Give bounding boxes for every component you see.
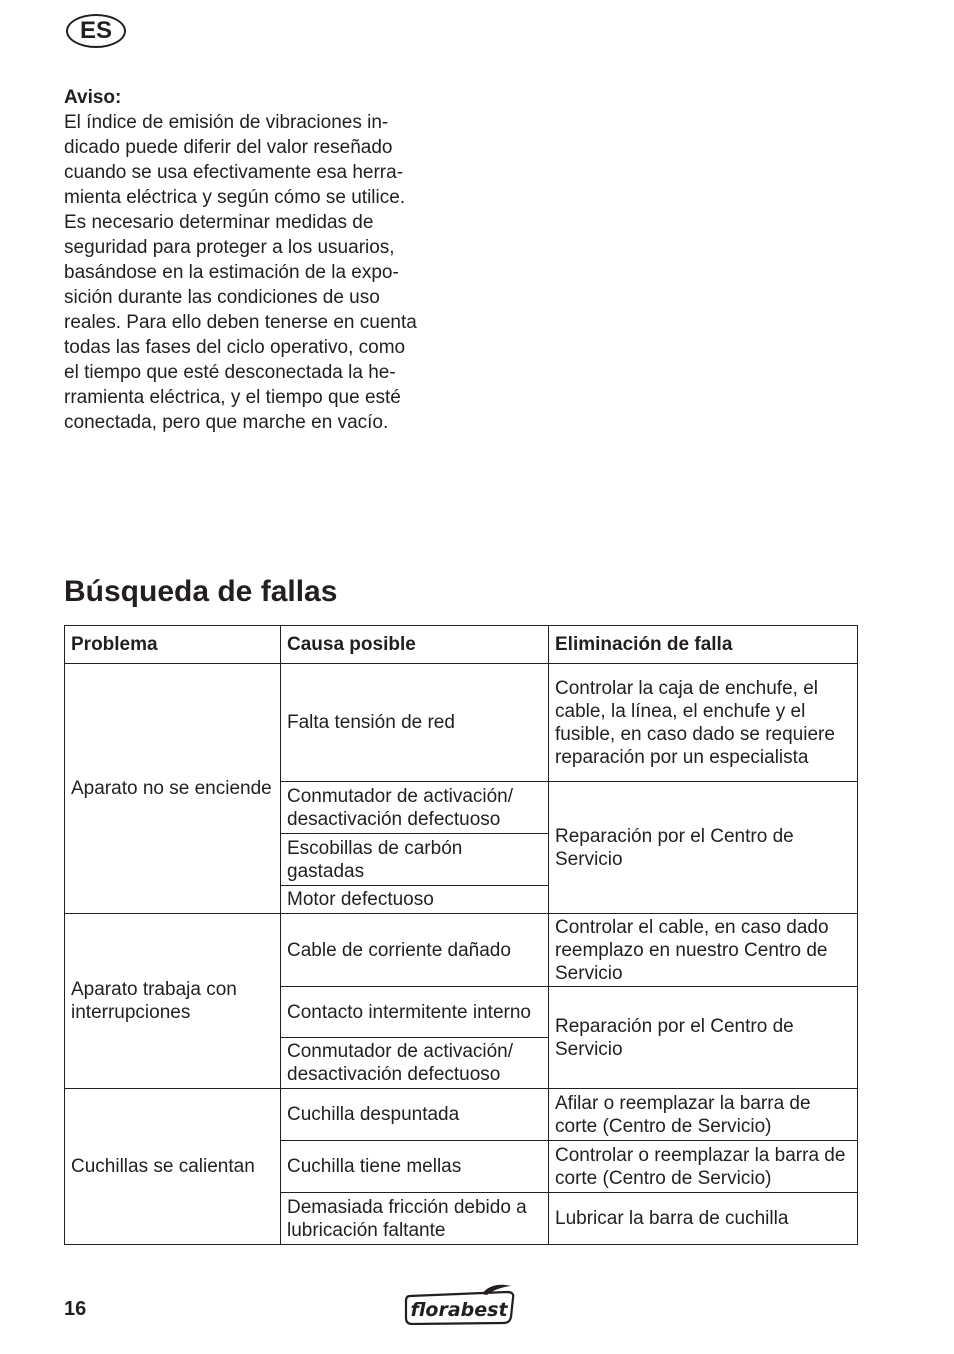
solution-cell: Reparación por el Centro de Servicio — [549, 782, 858, 914]
cause-cell: Falta tensión de red — [281, 664, 549, 782]
notice-line: sición durante las condiciones de uso — [64, 287, 380, 308]
table-row — [65, 664, 858, 782]
cause-cell: Cuchilla despuntada — [281, 1089, 549, 1141]
notice-line: reales. Para ello deben tenerse en cuenta — [64, 312, 417, 333]
notice-block — [64, 85, 464, 435]
notice-line: El índice de emisión de vibraciones in- — [64, 112, 389, 133]
notice-line: dicado puede diferir del valor reseñado — [64, 137, 393, 158]
problem-cell: Aparato trabaja con interrupciones — [65, 914, 281, 1089]
table-header-row — [65, 626, 858, 664]
cause-cell: Cuchilla tiene mellas — [281, 1141, 549, 1193]
notice-line: todas las fases del ciclo operativo, como — [64, 337, 406, 358]
troubleshooting-table — [64, 625, 858, 1245]
cause-cell: Conmutador de activación/ desactivación defectuoso — [281, 1038, 549, 1089]
table-row — [65, 914, 858, 987]
florabest-logo — [404, 1283, 516, 1325]
table-row — [65, 1089, 858, 1141]
solution-cell: Controlar la caja de enchufe, el cable, la línea, el enchufe y el fusible, en caso dado se requiere reparación por un especialista — [549, 664, 858, 782]
notice-line: Es necesario determinar medidas de — [64, 212, 374, 233]
solution-cell: Controlar o reemplazar la barra de corte (Centro de Servicio) — [549, 1141, 858, 1193]
cause-cell: Conmutador de activación/ desactivación defectuoso — [281, 782, 549, 834]
notice-line: cuando se usa efectivamente esa herra- — [64, 162, 404, 183]
solution-cell: Reparación por el Centro de Servicio — [549, 987, 858, 1089]
notice-line: seguridad para proteger a los usuarios, — [64, 237, 395, 258]
cause-cell: Escobillas de carbón gastadas — [281, 834, 549, 886]
header-solution: Eliminación de falla — [549, 626, 858, 664]
section-title: Búsqueda de fallas — [64, 575, 338, 608]
problem-cell: Cuchillas se calientan — [65, 1089, 281, 1245]
notice-line: rramienta eléctrica, y el tiempo que esté — [64, 387, 401, 408]
logo-wordmark: florabest — [410, 1299, 508, 1321]
notice-line: mienta eléctrica y según cómo se utilice. — [64, 187, 406, 208]
header-problem: Problema — [65, 626, 281, 664]
notice-line: el tiempo que esté desconectada la he- — [64, 362, 396, 383]
cause-cell: Motor defectuoso — [281, 886, 549, 914]
solution-cell: Lubricar la barra de cuchilla — [549, 1193, 858, 1245]
problem-cell: Aparato no se enciende — [65, 664, 281, 914]
cause-cell: Contacto intermitente interno — [281, 987, 549, 1038]
language-badge: ES — [66, 14, 126, 48]
notice-line: conectada, pero que marche en vacío. — [64, 412, 389, 433]
header-cause: Causa posible — [281, 626, 549, 664]
solution-cell: Afilar o reemplazar la barra de corte (Centro de Servicio) — [549, 1089, 858, 1141]
cause-cell: Cable de corriente dañado — [281, 914, 549, 987]
solution-cell: Controlar el cable, en caso dado reemplazo en nuestro Centro de Servicio — [549, 914, 858, 987]
notice-line: basándose en la estimación de la expo- — [64, 262, 399, 283]
cause-cell: Demasiada fricción debido a lubricación faltante — [281, 1193, 549, 1245]
page-number: 16 — [64, 1298, 87, 1320]
notice-title: Aviso: — [64, 87, 122, 108]
